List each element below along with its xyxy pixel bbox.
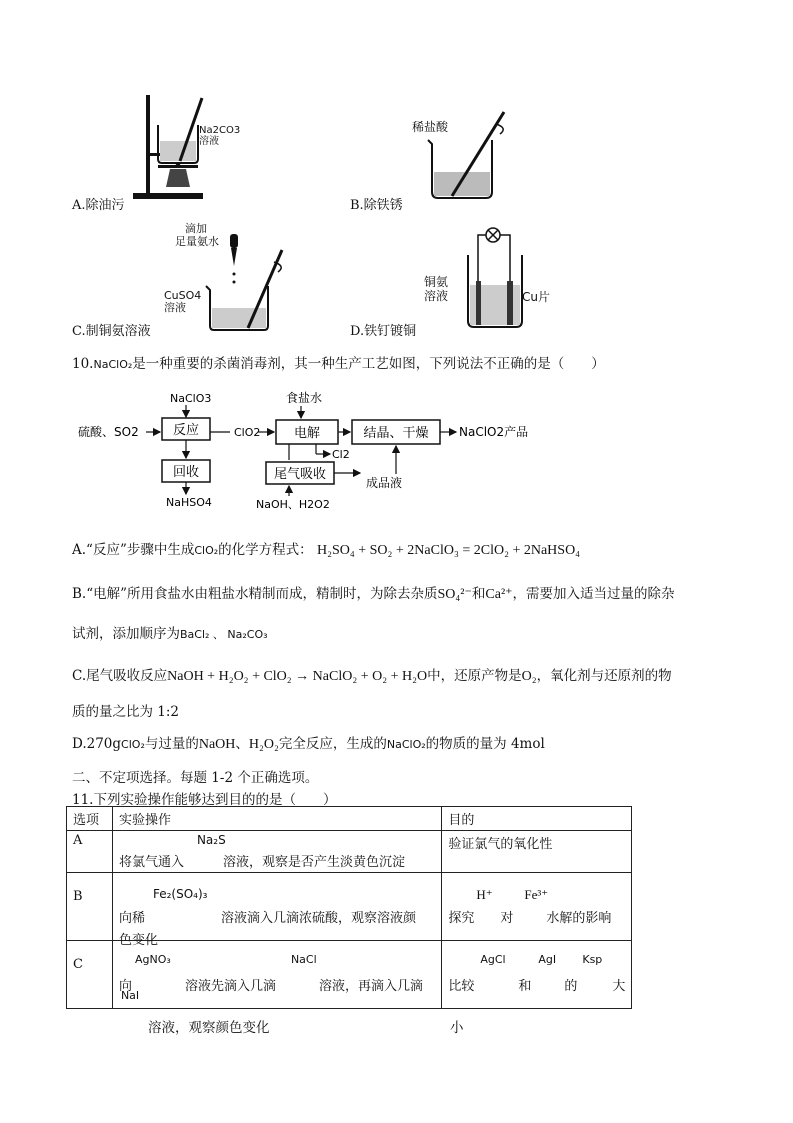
table-header-operation: 实验操作 (112, 807, 441, 831)
row-a-goal: 验证氯气的氧化性 (442, 831, 632, 873)
flow-node-absorb-label: 尾气吸收 (273, 467, 327, 482)
figure-c-top-label: 滴加 足量氨水 (175, 222, 219, 248)
row-a-option: A (67, 831, 113, 873)
flow-label-clo2: ClO2 (234, 426, 261, 439)
figure-d-apparatus (460, 225, 550, 333)
row-c-operation: AgNO₃ NaCl 向 溶液先滴入几滴 溶液，再滴入几滴 NaI (112, 941, 441, 1009)
table-header-row (67, 807, 632, 831)
flow-node-electrolysis-label: 电解 (293, 426, 321, 441)
flow-label-naclo3: NaClO3 (170, 392, 212, 405)
question-10-stem: 10.NaClO₂是一种重要的杀菌消毒剂，其一种生产工艺如图，下列说法不正确的是（ ） (72, 356, 605, 372)
figure-b-label: 稀盐酸 (412, 120, 449, 134)
q10-option-b-line1: B.“电解”所用食盐水由粗盐水精制而成，精制时，为除去杂质SO₄²⁻和Ca²⁺，需要加入适当过量的除杂 (72, 586, 675, 602)
figure-a-caption: A.除油污 (72, 198, 125, 213)
flow-label-product-liquid: 成品液 (366, 476, 403, 490)
flow-label-nahso4: NaHSO4 (166, 496, 212, 509)
row-c-operation-tail: 溶液，观察颜色变化 (148, 1020, 270, 1036)
flow-label-acid: 硫酸、SO2 (78, 425, 139, 439)
q10-option-b-line2: 试剂，添加顺序为BaCl₂ 、 Na₂CO₃ (72, 626, 268, 642)
figure-c-side-label: CuSO4 溶液 (164, 289, 202, 314)
section-2-title: 二、不定项选择。每题 1-2 个正确选项。 (72, 770, 319, 786)
flow-node-reaction-label: 反应 (172, 423, 200, 438)
row-b-operation: Fe₂(SO₄)₃ 向稀 溶液滴入几滴浓硫酸，观察溶液颜 色变化 (112, 873, 441, 941)
figure-d-caption: D.铁钉镀铜 (350, 324, 417, 339)
row-a-operation: Na₂S 将氯气通入 溶液，观察是否产生淡黄色沉淀 (112, 831, 441, 873)
question-11-table (66, 806, 632, 1009)
flow-label-cl2: Cl2 (332, 448, 350, 461)
row-c-goal-tail: 小 (450, 1020, 464, 1036)
flow-label-product: NaClO2产品 (459, 425, 529, 439)
table-row (67, 831, 632, 873)
row-c-goal: AgCl AgI Ksp 比较 和 的 大 (442, 941, 632, 1009)
figure-c-caption: C.制铜氨溶液 (72, 324, 151, 339)
flow-node-crystal-label: 结晶、干燥 (363, 426, 429, 441)
row-b-goal: H⁺ Fe³⁺ 探究 对 水解的影响 (442, 873, 632, 941)
flow-label-naoh: NaOH、H2O2 (256, 498, 330, 510)
row-c-option: C (67, 941, 113, 1009)
q10-option-a: A.“反应”步骤中生成ClO₂的化学方程式： H₂SO₄ + SO₂ + 2NaClO₃ = 2ClO₂ + 2NaHSO₄ (72, 542, 581, 558)
flow-node-recycle-label: 回收 (172, 465, 200, 480)
table-row (67, 941, 632, 1009)
flow-label-brine: 食盐水 (286, 391, 323, 405)
q10-option-d: D.270gClO₂与过量的NaOH、H₂O₂完全反应，生成的NaClO₂的物质的量为 4mol (72, 736, 545, 752)
figure-d-right-label: Cu片 (522, 290, 550, 304)
figure-a-apparatus (128, 95, 241, 200)
table-header-goal: 目的 (442, 807, 632, 831)
figure-c-apparatus (200, 230, 290, 335)
q10-option-c-line2: 质的量之比为 1:2 (72, 704, 180, 720)
figure-a-label: Na2CO3 溶液 (199, 125, 241, 147)
table-header-option: 选项 (67, 807, 113, 831)
q10-option-c-line1: C.尾气吸收反应NaOH + H₂O₂ + ClO₂ → NaClO₂ + O₂ + H₂O中，还原产物是O₂，氧化剂与还原剂的物 (72, 668, 672, 684)
row-b-option: B (67, 873, 113, 941)
process-flow-diagram (76, 390, 556, 510)
question-11-stem: 11.下列实验操作能够达到目的的是（ ） (72, 792, 337, 808)
figure-b-caption: B.除铁锈 (350, 198, 403, 213)
figure-d-left-label: 铜氨 溶液 (424, 275, 449, 303)
table-row (67, 873, 632, 941)
